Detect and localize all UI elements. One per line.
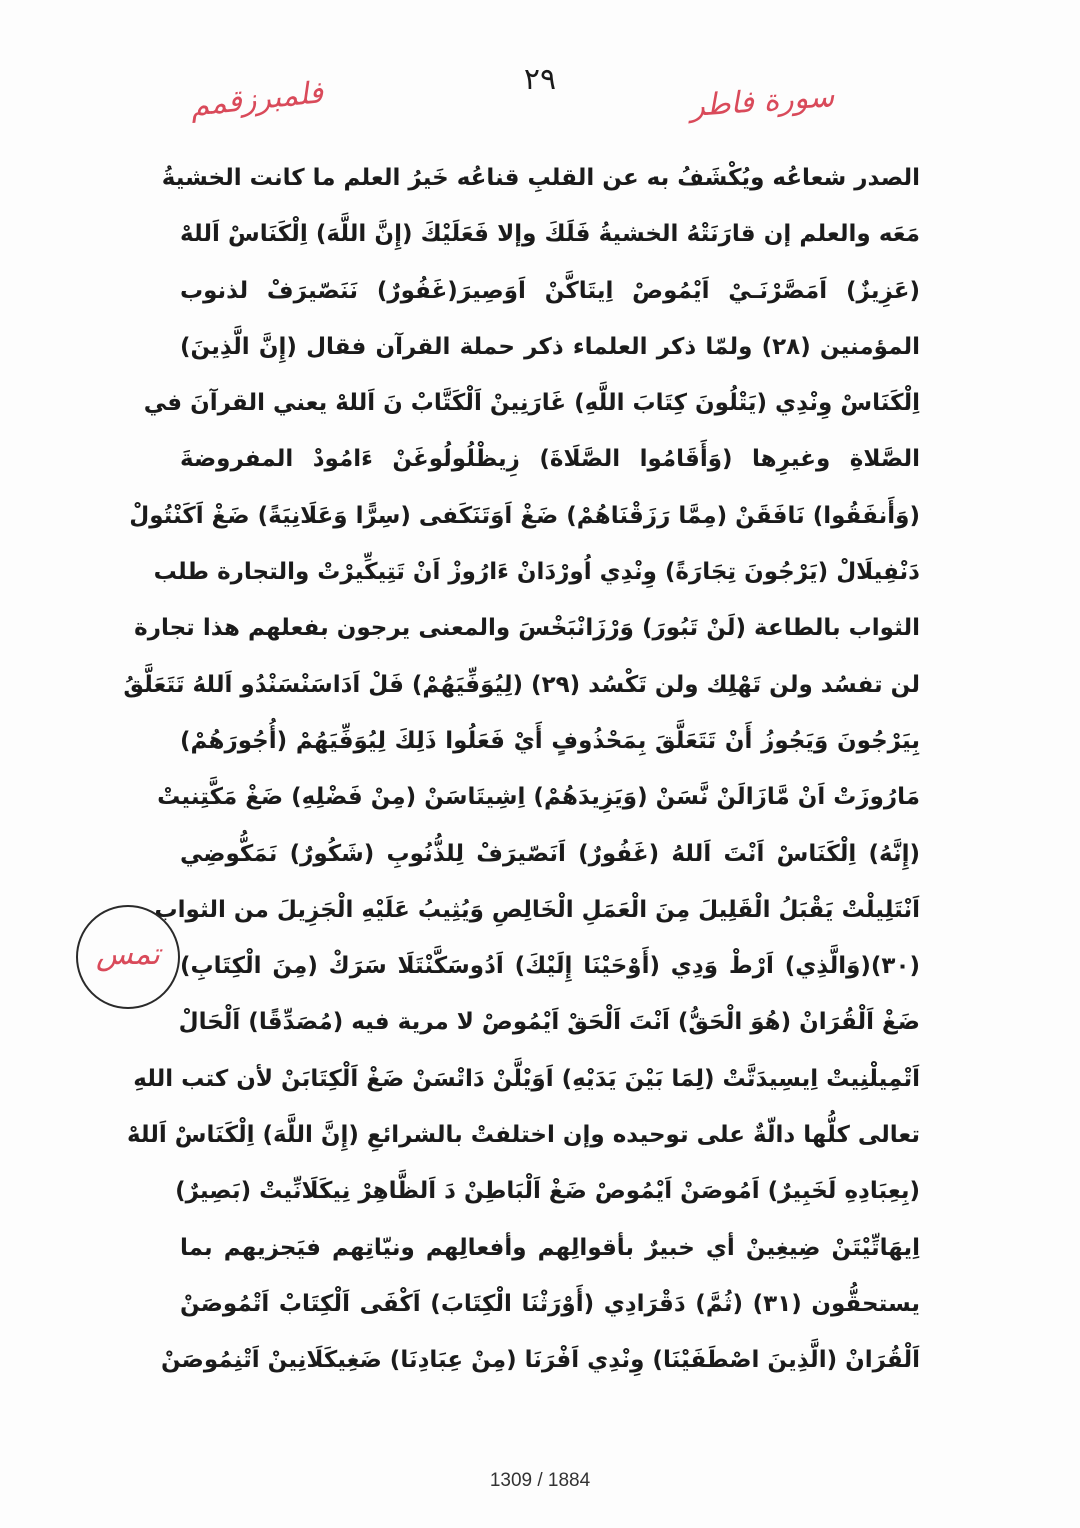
text-line: اَنْتَلِيلْتْ يَقْبَلُ الْقَلِيلَ مِنَ الْعَمَلِ الْخَالِصِ وَيُثِيبُ عَلَيْهِ الْجَزِيلَ من الثواب: [154, 896, 920, 923]
text-line: اِلْكَنَاسْ وِنْدِي (يَتْلُونَ كِتَابَ اللَّهِ) غَارَنِينْ اَلْكَتَّابْ نَ اَللهْ يعني القرآنَ في: [143, 390, 920, 417]
text-line: اَلْقُرَانْ (الَّذِينَ اصْطَفَيْنَا) وِنْدِي اَفْرَنَا (مِنْ عِبَادِنَا) ضَغِيكَلَانِينْ اَتْنِمُوصَنْ: [160, 1347, 920, 1374]
text-line: الصَّلاةِ وغيرِها (وَأَقَامُوا الصَّلَاةَ) زِيظْلُولُوغَنْ ءَامُودْ المفروضةَ: [180, 446, 920, 473]
text-line: مَعَه والعلم إن قارَنَتْهُ الخشيةُ فَلَكَ وإلا فَعَلَيْكَ (إِنَّ اللَّهَ) اِلْكَنَاسْ اَللهْ: [180, 221, 920, 248]
handwritten-note-left: فلمبرزقمم: [188, 75, 325, 124]
text-line: الثواب بالطاعة (لَنْ تَبُورَ) وَرْزَانْبَخْسَ والمعنى يرجون بفعلهم هذا تجارة: [134, 615, 920, 642]
text-line: (عَزِيزٌ) اَمَصَّرْنَـيْ اَيْمُوصْ اِيتَاكَّنْ اَوَصِيرَ(غَفُورٌ) نَنَصّيرَفْ لذنوب: [180, 277, 920, 304]
page-number: ٢٩: [523, 62, 557, 97]
text-line: الصدر شعاعُه ويُكْشَفُ به عن القلبِ قناعُه خَيرُ العلم ما كانت الخشيةُ: [161, 165, 920, 191]
text-line: بِيَرْجُونَ وَيَجُوزُ أَنْ تَتَعَلَّقَ بِمَحْذُوفٍ أَيْ فَعَلُوا ذَلِكَ لِيُوَفِّيَهُمْ (أُجُورَهُمْ): [180, 727, 920, 754]
text-line: (بِعِبَادِهِ لَخَبِيرٌ) اَمُوصَنْ اَيْمُوصْ ضَغْ اَلْبَاطِنْ دَ اَلظَّاهِرْ نِيكَلَانِّيتْ (بَصِيرٌ): [175, 1178, 920, 1205]
margin-note-text: تمس: [96, 937, 160, 972]
text-line: دَنْفِيلَالْ (يَرْجُونَ تِجَارَةً) وِنْدِي اُورْدَانْ ءَارُوزْ اَنْ تَتِيكِّيرْتْ والتجارة طلب: [153, 559, 920, 586]
text-line: تعالى كلُّها دالّةٌ على توحيده وإن اختلفتْ بالشرائعِ (إِنَّ اللَّهَ) اِلْكَنَاسْ اَللهْ: [126, 1122, 920, 1149]
text-line: ضَغْ اَلْقُرَانْ (هُوَ الْحَقُّ) اَنْتَ اَلْحَقْ اَيْمُوصْ لا مرية فيه (مُصَدِّقًا) اَلْحَالْ: [178, 1009, 920, 1036]
text-line: اِيهَاتِّيْتَنْ ضِيغِينْ أي خبيرٌ بأقوالِهم وأفعالِهم ونيّاتِهم فيَجزيهم بما: [180, 1234, 920, 1261]
text-line: مَارُوزَتْ اَنْ مَّازَالَنْ نَّسَنْ (وَيَزِيدَهُمْ) اِشِيتَاسَنْ (مِنْ فَضْلِهِ) ضَغْ مَكَّتِنيتْ: [157, 784, 920, 811]
text-line: اَتْمِيلْنِيتْ اِيسِيدَتَّتْ (لِمَا بَيْنَ يَدَيْهِ) اَوَيْلَّنْ دَاتْسَنْ ضَغْ اَلْكِتَابَنْ لأن كتب اللهِ: [133, 1065, 920, 1092]
handwritten-note-right: سورة فاطر: [688, 79, 836, 124]
text-line: (إِنَّهُ) اِلْكَنَاسْ اَنْتَ اَللهُ (غَفُورٌ) اَنَصّيرَفْ لِلذُّنُوبِ (شَكُورٌ) نَمَكُّوضِي: [180, 840, 920, 867]
pdf-page-counter: 1309 / 1884: [489, 1470, 591, 1491]
text-line: (٣٠)(وَالَّذِي) اَرْطْ وَدِي (أَوْحَيْنَا إِلَيْكَ) اَدُوسَكَّنْتَلَا سَرَكْ (مِنَ الْكِتَابِ): [180, 953, 920, 980]
text-line: المؤمنين (٢٨) ولمّا ذكر العلماء ذكر حملة القرآن فقال (إِنَّ الَّذِينَ): [180, 333, 921, 360]
text-line: (وَأَنفَقُوا) نَافَقَنْ (مِمَّا رَزَقْنَاهُمْ) ضَغْ اَوَتَنَكَفى (سِرًّا وَعَلَانِيَةً) ضَغْ اَكَنْتُولْ: [129, 502, 920, 529]
margin-circle-note: [76, 905, 180, 1009]
text-line: يستحقُّون (٣١) (ثُمَّ) دَقْرَادِي (أَوْرَثْنَا الْكِتَابَ) اَكْفَى اَلْكِتَابْ اَتْمُوصَنْ: [180, 1290, 920, 1317]
text-line: لن تفسُد ولن تَهْلِك ولن تَكْسُد (٢٩) (لِيُوَفِّيَهُمْ) فَلْ اَدَاسَنْسَنْدُو اَللهُ تَتَعَلَّقُ: [123, 671, 920, 698]
